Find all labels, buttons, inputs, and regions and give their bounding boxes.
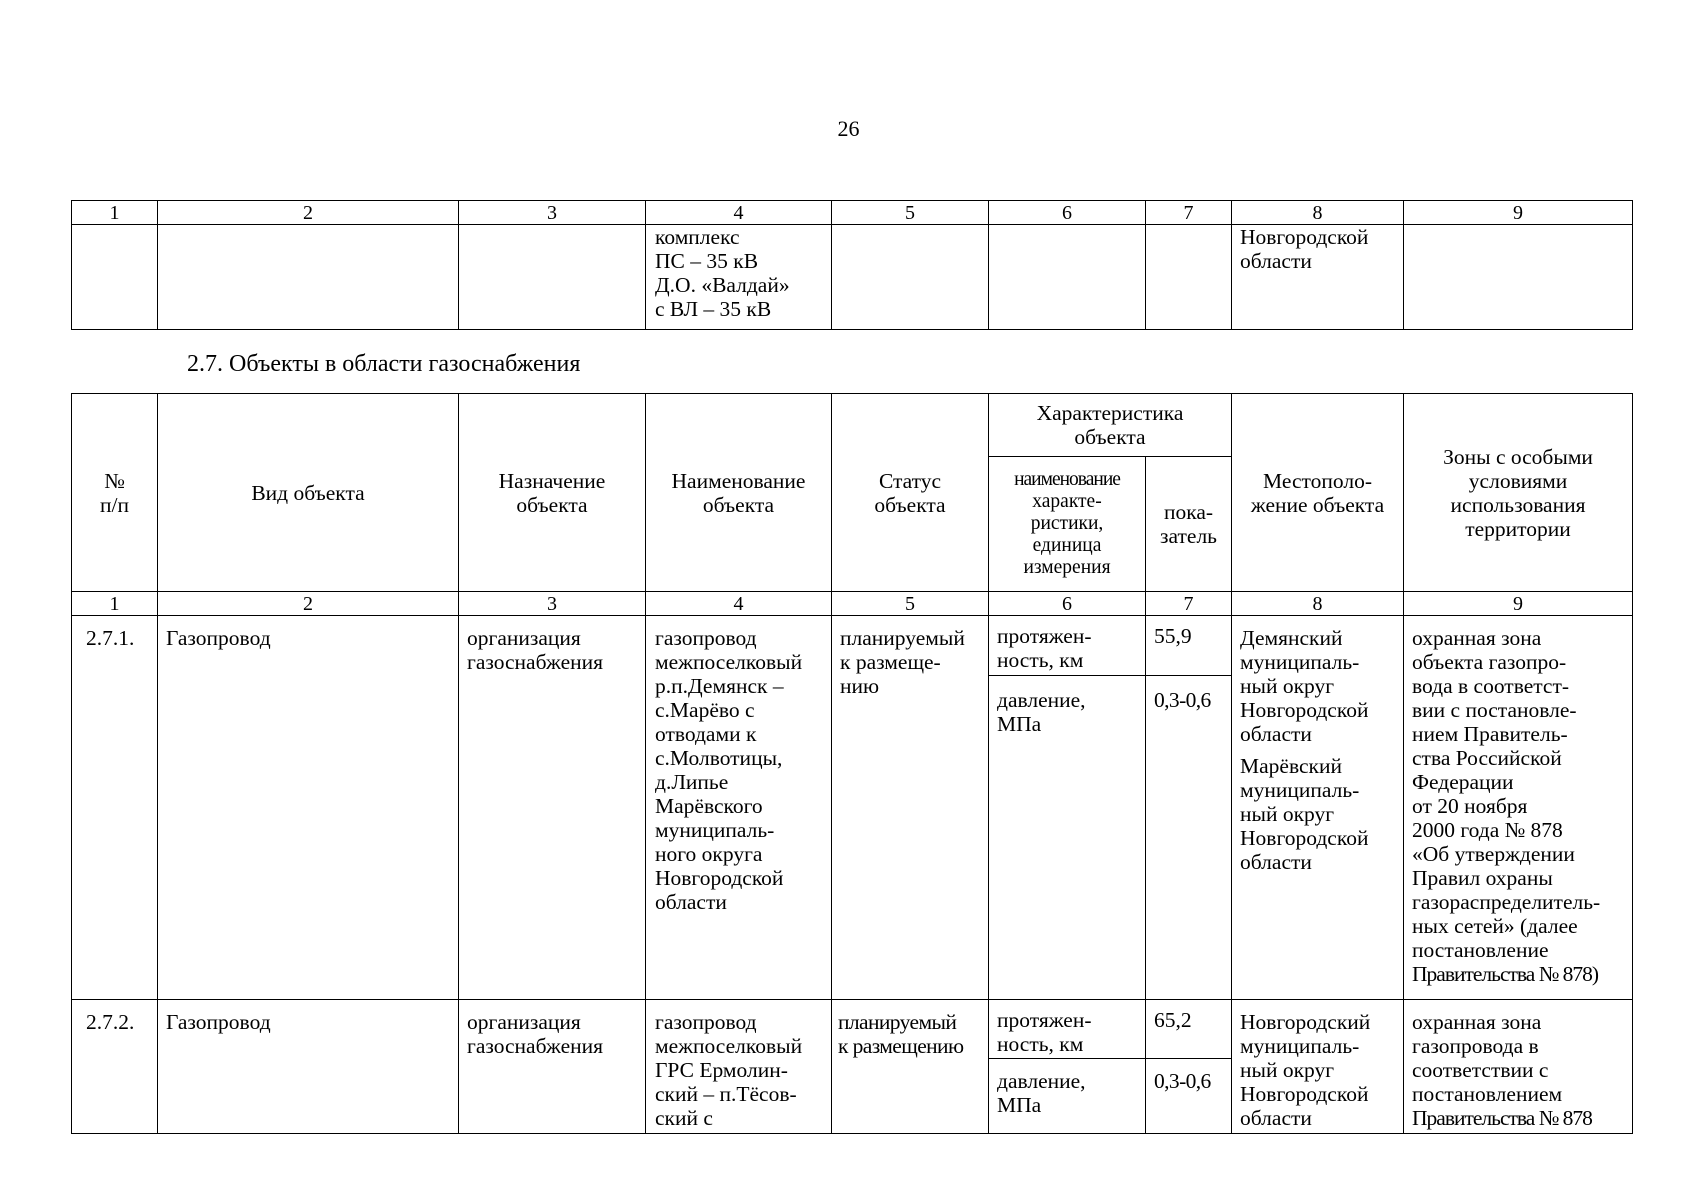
- characteristic-value-cell: [1146, 1000, 1232, 1134]
- text-line: газоснабжения: [467, 1034, 604, 1058]
- column-number-row: [72, 201, 1633, 225]
- header-text: характе-: [1032, 491, 1102, 512]
- gas-supply-table: [71, 393, 1633, 1134]
- object-name-cell: [646, 616, 832, 1000]
- text-line: нию: [840, 674, 880, 698]
- text-line: МПа: [997, 712, 1042, 736]
- text-line: соответствии с: [1412, 1058, 1549, 1082]
- text-line: Новгородский: [1240, 1010, 1371, 1034]
- object-name-cell: [646, 1000, 832, 1134]
- text-line: Новгородской: [1240, 225, 1369, 249]
- text-line: газоснабжения: [467, 650, 604, 674]
- text-line: с.Марёво с: [655, 698, 755, 722]
- cell-empty: [832, 225, 989, 330]
- text-line: планируемый: [840, 626, 965, 650]
- row-number-cell: [72, 1000, 158, 1134]
- text-line: постановление: [1412, 938, 1549, 962]
- row-number: 2.7.1.: [86, 626, 135, 650]
- text-line: ность, км: [997, 648, 1084, 672]
- text-line: Правил охраны: [1412, 866, 1553, 890]
- column-number: 2: [158, 201, 459, 225]
- header-text: наименование: [1014, 469, 1120, 490]
- text-line: д.Липье: [655, 770, 729, 794]
- characteristic-name-cell: [989, 616, 1146, 1000]
- table-row: [72, 616, 1633, 1000]
- header-purpose: [459, 394, 646, 592]
- text-line: Новгородской: [1240, 1082, 1369, 1106]
- row-number: 2.7.2.: [86, 1010, 135, 1034]
- header-text: №: [104, 468, 125, 493]
- table-row: [72, 1000, 1633, 1134]
- text-line: «Об утверждении: [1412, 842, 1575, 866]
- cell-empty: [1404, 225, 1633, 330]
- text-line: ГРС Ермолин-: [655, 1058, 788, 1082]
- text-line: Новгородской: [1240, 698, 1369, 722]
- purpose-cell: [459, 1000, 646, 1134]
- header-char-name: [989, 457, 1146, 592]
- text-line: от 20 ноября: [1412, 794, 1528, 818]
- header-text: затель: [1160, 524, 1217, 548]
- cell-empty: [158, 225, 459, 330]
- header-text: Статус: [878, 468, 942, 493]
- cell-empty: [1146, 225, 1232, 330]
- text-line: ПС – 35 кВ: [655, 249, 759, 273]
- column-number: 1: [72, 201, 158, 225]
- text-line: Марёвский: [1240, 754, 1342, 778]
- text-line: области: [1240, 1106, 1312, 1130]
- column-number: 5: [832, 592, 989, 616]
- location-cell: [1232, 1000, 1404, 1134]
- column-number: 5: [832, 201, 989, 225]
- text-line: области: [1240, 850, 1312, 874]
- text-line: муниципаль-: [655, 818, 775, 842]
- header-text: Вид объекта: [251, 480, 365, 505]
- text-line: ного округа: [655, 842, 763, 866]
- column-number: 9: [1404, 201, 1633, 225]
- text-line: Марёвского: [655, 794, 763, 818]
- header-status: [832, 394, 989, 592]
- header-text: Зоны с особыми: [1443, 444, 1593, 469]
- location-cell: [1232, 225, 1404, 330]
- object-type: Газопровод: [166, 1010, 271, 1034]
- text-line: давление,: [997, 1069, 1086, 1093]
- text-line: ный округ: [1240, 674, 1335, 698]
- column-number-row: [72, 592, 1633, 616]
- header-text: Местополо-: [1263, 468, 1372, 493]
- text-line: организация: [467, 1010, 581, 1034]
- text-line: межпоселковый: [655, 650, 803, 674]
- header-zones: [1404, 394, 1633, 592]
- column-number: 4: [646, 201, 832, 225]
- text-line: газопровод: [655, 1010, 757, 1034]
- text-line: с.Молвотицы,: [655, 746, 783, 770]
- text-line: вии с постановле-: [1412, 698, 1577, 722]
- object-name-cell: [646, 225, 832, 330]
- column-number: 2: [158, 592, 459, 616]
- header-text: п/п: [100, 492, 129, 517]
- text-line: охранная зона: [1412, 1010, 1542, 1034]
- text-line: муниципаль-: [1240, 778, 1360, 802]
- text-line: нием Правитель-: [1412, 722, 1568, 746]
- characteristic-value: 0,3-0,6: [1154, 688, 1211, 712]
- text-line: области: [655, 890, 727, 914]
- text-line: отводами к: [655, 722, 757, 746]
- header-text: объекта: [516, 492, 588, 517]
- text-line: р.п.Демянск –: [655, 674, 784, 698]
- purpose-cell: [459, 616, 646, 1000]
- column-number: 3: [459, 201, 646, 225]
- column-number: 7: [1146, 201, 1232, 225]
- header-type: [158, 394, 459, 592]
- header-num: [72, 394, 158, 592]
- header-text: объекта: [874, 492, 946, 517]
- row-number-cell: [72, 616, 158, 1000]
- text-line: Правительства № 878): [1412, 962, 1598, 986]
- text-line: муниципаль-: [1240, 1034, 1360, 1058]
- text-line: ский – п.Тёсов-: [655, 1082, 797, 1106]
- text-line: области: [1240, 722, 1312, 746]
- continuation-table: [71, 200, 1633, 330]
- text-line: Демянский: [1240, 626, 1343, 650]
- header-text: пока-: [1163, 500, 1214, 524]
- status-cell: [832, 616, 989, 1000]
- text-line: муниципаль-: [1240, 650, 1360, 674]
- header-text: условиями: [1468, 468, 1568, 493]
- text-line: ный округ: [1240, 802, 1335, 826]
- column-number: 6: [989, 201, 1146, 225]
- text-line: области: [1240, 249, 1312, 273]
- header-row: [72, 394, 1633, 457]
- column-number: 8: [1232, 592, 1404, 616]
- zones-cell: [1404, 616, 1633, 1000]
- text-line: планируемый: [838, 1010, 957, 1034]
- column-number: 6: [989, 592, 1146, 616]
- object-type-cell: [158, 616, 459, 1000]
- text-line: ный округ: [1240, 1058, 1335, 1082]
- text-line: ность, км: [997, 1032, 1084, 1056]
- column-number: 9: [1404, 592, 1633, 616]
- text-line: Правительства № 878: [1412, 1106, 1592, 1130]
- characteristic-value: 55,9: [1146, 616, 1231, 676]
- characteristic-name-cell: [989, 1000, 1146, 1134]
- header-text: объекта: [702, 492, 775, 517]
- text-line: Новгородской: [655, 866, 784, 890]
- header-text: территории: [1465, 516, 1571, 541]
- text-line: организация: [467, 626, 581, 650]
- header-text: объекта: [1074, 425, 1146, 449]
- column-number: 3: [459, 592, 646, 616]
- header-text: использования: [1450, 492, 1586, 517]
- text-line: протяжен-: [997, 1008, 1092, 1032]
- object-type: Газопровод: [166, 626, 271, 650]
- text-line: постановлением: [1412, 1082, 1563, 1106]
- characteristic-value: 0,3-0,6: [1154, 1069, 1211, 1093]
- object-type-cell: [158, 1000, 459, 1134]
- header-text: ристики,: [1030, 513, 1104, 534]
- text-line: протяжен-: [997, 624, 1092, 648]
- text-line: давление,: [997, 688, 1086, 712]
- text-line: ных сетей» (далее: [1412, 914, 1578, 938]
- text-line: газопровод: [655, 626, 757, 650]
- characteristic-value: 65,2: [1146, 1000, 1231, 1059]
- header-text: единица: [1032, 535, 1102, 556]
- header-char-value: [1146, 457, 1232, 592]
- header-text: Наименование: [671, 468, 806, 493]
- status-cell: [832, 1000, 989, 1134]
- cell-empty: [459, 225, 646, 330]
- text-line: объекта газопро-: [1412, 650, 1567, 674]
- header-characteristic: [989, 394, 1232, 457]
- text-line: Новгородской: [1240, 826, 1369, 850]
- cell-empty: [989, 225, 1146, 330]
- text-line: охранная зона: [1412, 626, 1542, 650]
- text-line: межпоселковый: [655, 1034, 803, 1058]
- table-row: [72, 225, 1633, 330]
- text-line: 2000 года № 878: [1412, 818, 1563, 842]
- header-name: [646, 394, 832, 592]
- text-line: Федерации: [1412, 770, 1514, 794]
- text-line: к размещению: [838, 1034, 964, 1058]
- text-line: с ВЛ – 35 кВ: [655, 297, 772, 321]
- column-number: 8: [1232, 201, 1404, 225]
- cell-empty: [72, 225, 158, 330]
- header-text: измерения: [1023, 557, 1111, 578]
- text-line: ский с: [655, 1106, 713, 1130]
- column-number: 7: [1146, 592, 1232, 616]
- text-line: к размеще-: [840, 650, 941, 674]
- page-number: 26: [837, 116, 860, 141]
- header-text: Характеристика: [1036, 401, 1184, 425]
- text-line: газопровода в: [1412, 1034, 1539, 1058]
- characteristic-value-cell: [1146, 616, 1232, 1000]
- text-line: комплекс: [655, 225, 740, 249]
- header-text: жение объекта: [1250, 492, 1385, 517]
- zones-cell: [1404, 1000, 1633, 1134]
- text-line: ства Российской: [1412, 746, 1562, 770]
- header-location: [1232, 394, 1404, 592]
- column-number: 4: [646, 592, 832, 616]
- section-heading: 2.7. Объекты в области газоснабжения: [187, 351, 581, 377]
- location-cell: [1232, 616, 1404, 1000]
- text-line: газораспределитель-: [1412, 890, 1601, 914]
- column-number: 1: [72, 592, 158, 616]
- header-text: Назначение: [498, 468, 606, 493]
- text-line: вода в соответст-: [1412, 674, 1570, 698]
- text-line: Д.О. «Валдай»: [655, 273, 790, 297]
- text-line: МПа: [997, 1093, 1042, 1117]
